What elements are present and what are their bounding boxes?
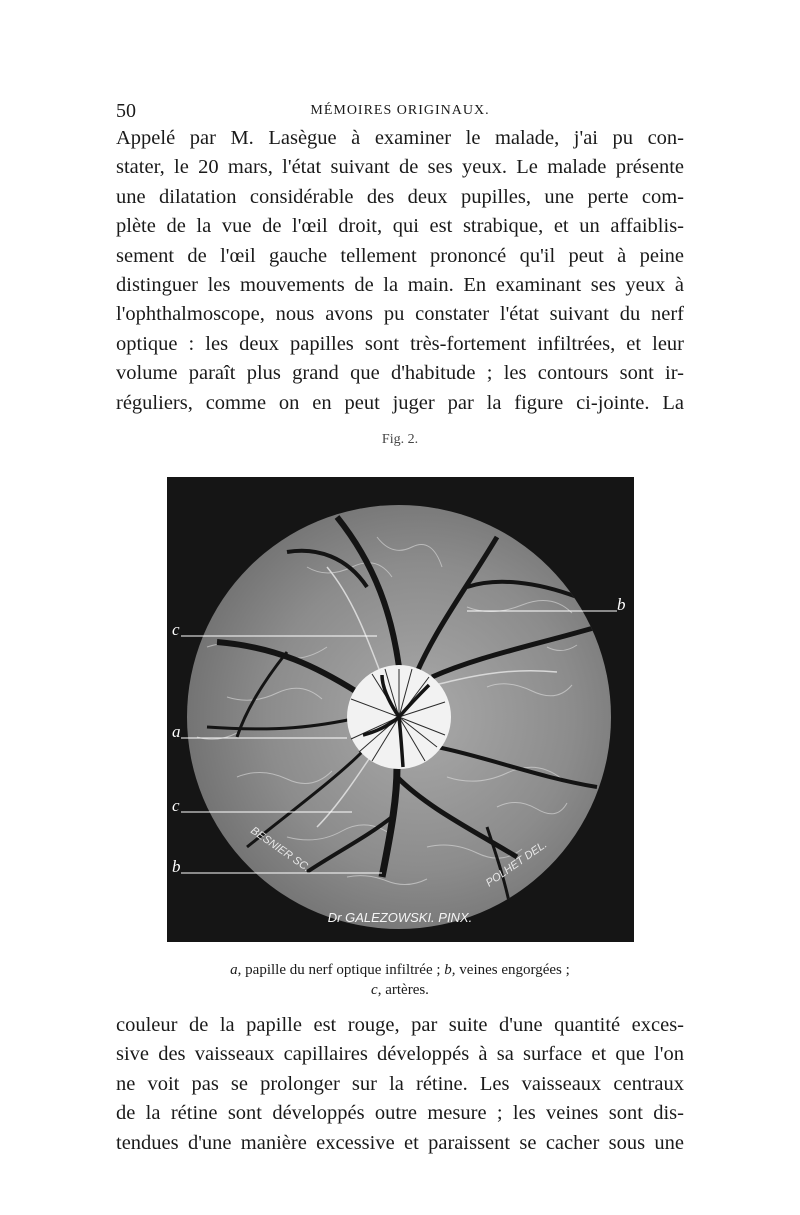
fundus-illustration	[167, 477, 634, 942]
page-number: 50	[116, 100, 136, 122]
caption-c-letter: c	[371, 982, 378, 998]
text-line: l'ophthalmoscope, nous avons pu constater l'état suivant du nerf	[116, 303, 684, 326]
caption-a-text: , papille du nerf optique infiltrée ;	[237, 962, 445, 978]
caption-a-letter: a	[230, 962, 238, 978]
label-a: a	[172, 722, 181, 741]
text-line: réguliers, comme on en peut juger par la figure ci-jointe. La	[116, 391, 684, 414]
label-b-lower: b	[172, 857, 181, 876]
text-line: optique : les deux papilles sont très-fortement infiltrées, et leur	[116, 332, 684, 355]
label-b-right: b	[617, 595, 626, 614]
running-head: MÉMOIRES ORIGINAUX.	[310, 103, 490, 118]
paragraph-bottom	[116, 1011, 684, 1158]
engraver-credit: BESNIER SC.	[248, 824, 313, 875]
caption-b-text: , veines engorgées ;	[451, 962, 570, 978]
text-line: Appelé par M. Lasègue à examiner le malade, j'ai pu con-	[116, 127, 684, 149]
text-line: ne voit pas se prolonger sur la rétine. Les vaisseaux centraux	[116, 1072, 684, 1095]
paragraph-top	[116, 124, 684, 418]
text-line: tendues d'une manière excessive et paraissent se cacher sous une	[116, 1131, 684, 1154]
caption-b-letter: b	[444, 962, 452, 978]
caption-c-text: , artères.	[377, 982, 429, 998]
text-line: plète de la vue de l'œil droit, qui est strabique, et un affaiblis-	[116, 215, 684, 238]
caption-line-1	[0, 960, 800, 980]
text-line: de la rétine sont développés outre mesure ; les veines sont dis-	[116, 1102, 684, 1125]
text-line: distinguer les mouvements de la main. En examinant ses yeux à	[116, 274, 684, 297]
text-line: sive des vaisseaux capillaires développés à sa surface et que l'on	[116, 1043, 684, 1066]
label-c-top: c	[172, 620, 180, 639]
text-line: une dilatation considérable des deux pupilles, une perte com-	[116, 185, 684, 208]
label-c-lower: c	[172, 796, 180, 815]
figure-label: Fig. 2.	[381, 432, 419, 447]
text-line: volume paraît plus grand que d'habitude ; les contours sont ir-	[116, 362, 684, 385]
painter-credit: Dr GALEZOWSKI. PINX.	[327, 910, 473, 925]
text-line: couleur de la papille est rouge, par suite d'une quantité exces-	[116, 1014, 684, 1036]
figure-caption	[0, 960, 800, 1000]
caption-line-2	[0, 980, 800, 1000]
text-line: sement de l'œil gauche tellement prononcé qu'il peut à peine	[116, 244, 684, 267]
drawer-credit: POLHET DEL.	[483, 838, 550, 890]
text-line: stater, le 20 mars, l'état suivant de ses yeux. Le malade présente	[116, 156, 684, 179]
